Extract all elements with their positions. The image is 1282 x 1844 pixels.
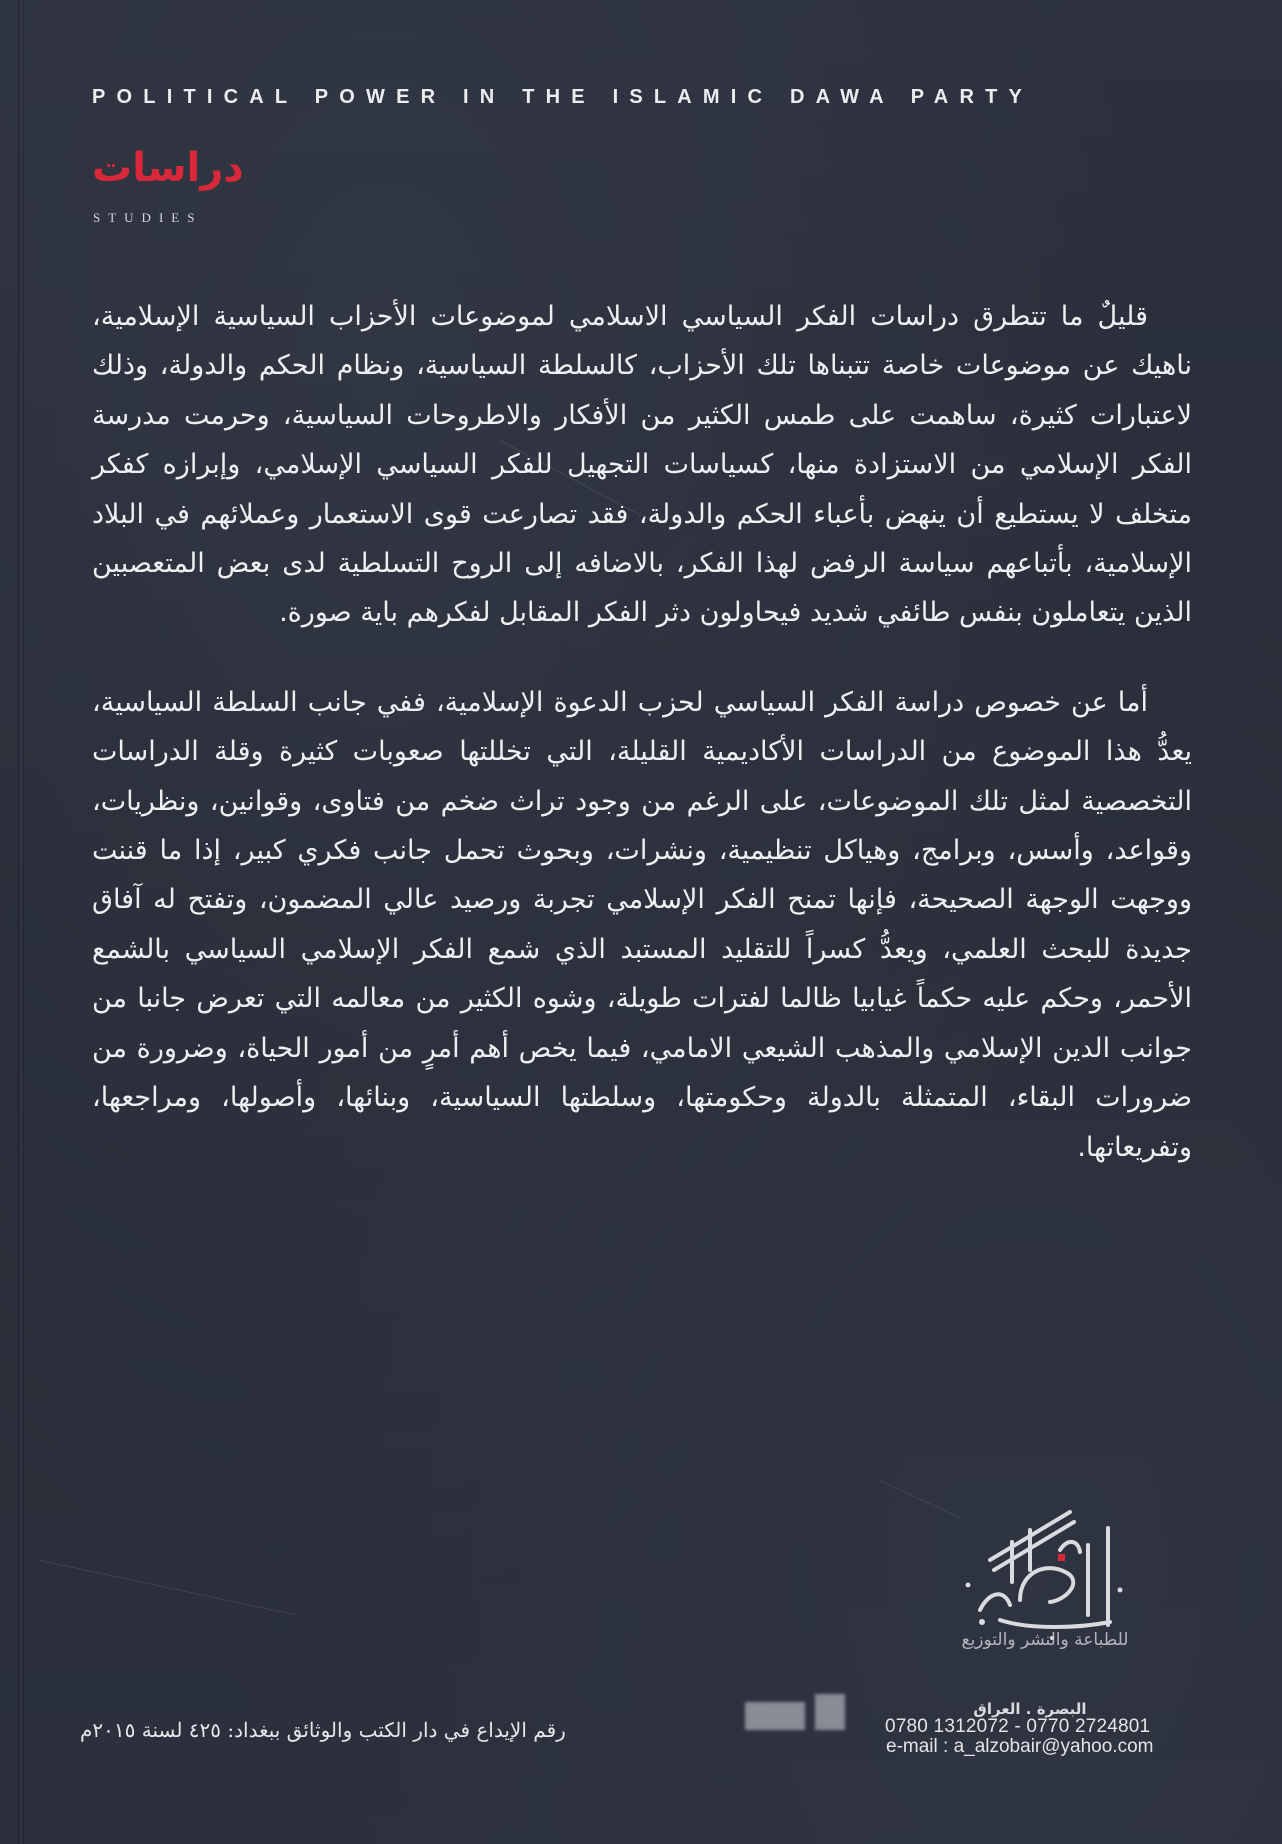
- blurb-paragraph: أما عن خصوص دراسة الفكر السياسي لحزب الدعوة الإسلامية، ففي جانب السلطة السياسية، يعدُّ هذا الموضوع من الدراسات الأكاديمية القليلة، التي تخللتها صعوبات كثيرة وقلة الدراسات التخصصية لمثل تلك الموضوعات، على الرغم من وجود تراث ضخم من فتاوى، وقوانين، ونظريات، وقواعد، وأسس، وبرامج، وهياكل تنظيمية، ونشرات، وبحوث تحمل جانب فكري كبير، إذا ما قننت ووجهت الوجهة الصحيحة، فإنها تمنح الفكر الإسلامي تجربة ورصيد عالي المضمون، وتفتح له آفاق جديدة للبحث العلمي، ويعدُّ كسراً للتقليد المستبد الذي شمع الفكر الإسلامي السياسي بالشمع الأحمر، وحكم عليه حكماً غيابيا ظالما لفترات طويلة، وشوه الكثير من معالمه التي تعرض جانبا من جوانب الدين الإسلامي والمذهب الشيعي الامامي، فيما يخص أهم أمرٍ من أمور الحياة، وضرورة من ضرورات البقاء، المتمثلة بالدولة وحكومتها، وسلطتها السياسية، وبنائها، وأصولها، ومراجعها، وتفريعاتها.: [92, 686, 1192, 1163]
- cover-scratch: [40, 1560, 295, 1615]
- english-title: POLITICAL POWER IN THE ISLAMIC DAWA PARTY: [92, 86, 1034, 108]
- publisher-address: البصرة . العراق: [973, 1700, 1087, 1718]
- publisher-tagline: للطباعة والنشر والتوزيع: [961, 1630, 1129, 1650]
- publisher-phones: 0780 1312072 - 0770 2724801: [885, 1716, 1151, 1737]
- legal-deposit-number: رقم الإيداع في دار الكتب والوثائق ببغداد: ٤٢٥ لسنة ٢٠١٥م: [80, 1718, 566, 1742]
- blurb: [92, 292, 1192, 1172]
- blurb-paragraph: قليلٌ ما تتطرق دراسات الفكر السياسي الاسلامي لموضوعات الأحزاب السياسية الإسلامية، ناهيك عن موضوعات خاصة تتبناها تلك الأحزاب، كالسلطة السياسية، ونظام الحكم والدولة، وذلك لاعتبارات كثيرة، ساهمت على طمس الكثير من الأفكار والاطروحات السياسية، وحرمت مدرسة الفكر الإسلامي من الاستزادة منها، كسياسات التجهيل للفكر السياسي الإسلامي، وإبرازه كفكر متخلف لا يستطيع أن ينهض بأعباء الحكم والدولة، فقد تصارعت قوى الاستعمار وعملائهم في البلاد الإسلامية، بأتباعهم سياسة الرفض لهذا الفكر، بالاضافه إلى الروح التسلطية لدى بعض المتعصبين الذين يتعاملون بنفس طائفي شديد فيحاولون دثر الفكر المقابل لفكرهم باية صورة.: [92, 301, 1192, 629]
- cover-scratch: [880, 1480, 962, 1519]
- spine-edge: [18, 0, 24, 1844]
- barcode-scuff: [745, 1688, 855, 1733]
- series-label-arabic: دراسات: [92, 145, 244, 191]
- series-label-english: STUDIES: [93, 210, 203, 225]
- publisher-email: e-mail : a_alzobair@yahoo.com: [886, 1736, 1154, 1757]
